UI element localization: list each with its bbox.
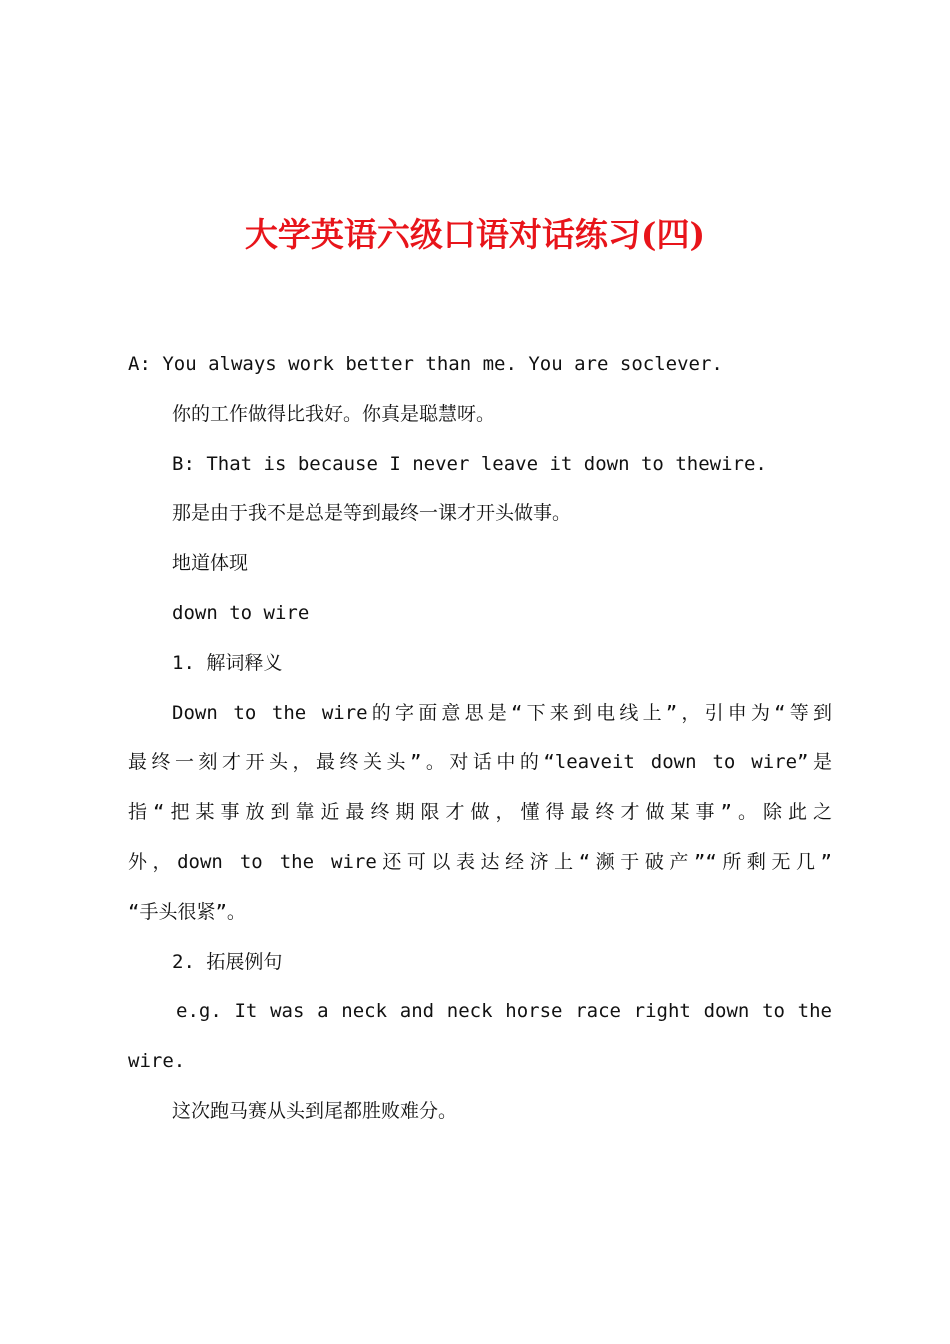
phrase-heading: down to wire [172, 601, 310, 624]
paragraph-line: 外，down to the wire还可以表达经济上“濒于破产”“所剩无几” [128, 850, 832, 873]
dialogue-b-chinese: 那是由于我不是总是等到最终一课才开头做事。 [172, 502, 572, 525]
paragraph-line: Down to the wire的字面意思是“下来到电线上”，引申为“等到 [172, 701, 832, 724]
numbered-heading-1: 1. 解词释义 [172, 651, 283, 674]
example-sentence-line: wire. [128, 1050, 186, 1073]
dialogue-a-english: A: You always work better than me. You are soclever. [128, 353, 723, 375]
dialogue-b-english: B: That is because I never leave it down to thewire. [172, 452, 767, 475]
paragraph-line: 指“把某事放到靠近最终期限才做，懂得最终才做某事”。除此之 [128, 801, 832, 824]
numbered-heading-2: 2. 拓展例句 [172, 950, 283, 973]
dialogue-a-chinese: 你的工作做得比我好。你真是聪慧呀。 [172, 402, 496, 425]
page-title: 大学英语六级口语对话练习(四) [244, 215, 706, 254]
paragraph-line: “手头很紧”。 [128, 900, 246, 923]
section-heading: 地道体现 [172, 552, 249, 575]
paragraph-line: 最终一刻才开头，最终关头”。对话中的“leaveit down to wire”是 [128, 751, 832, 774]
example-translation: 这次跑马赛从头到尾都胜败难分。 [172, 1099, 458, 1122]
document-body [128, 340, 832, 1137]
example-sentence-line: e.g. It was a neck and neck horse race right down to the [176, 1000, 832, 1023]
